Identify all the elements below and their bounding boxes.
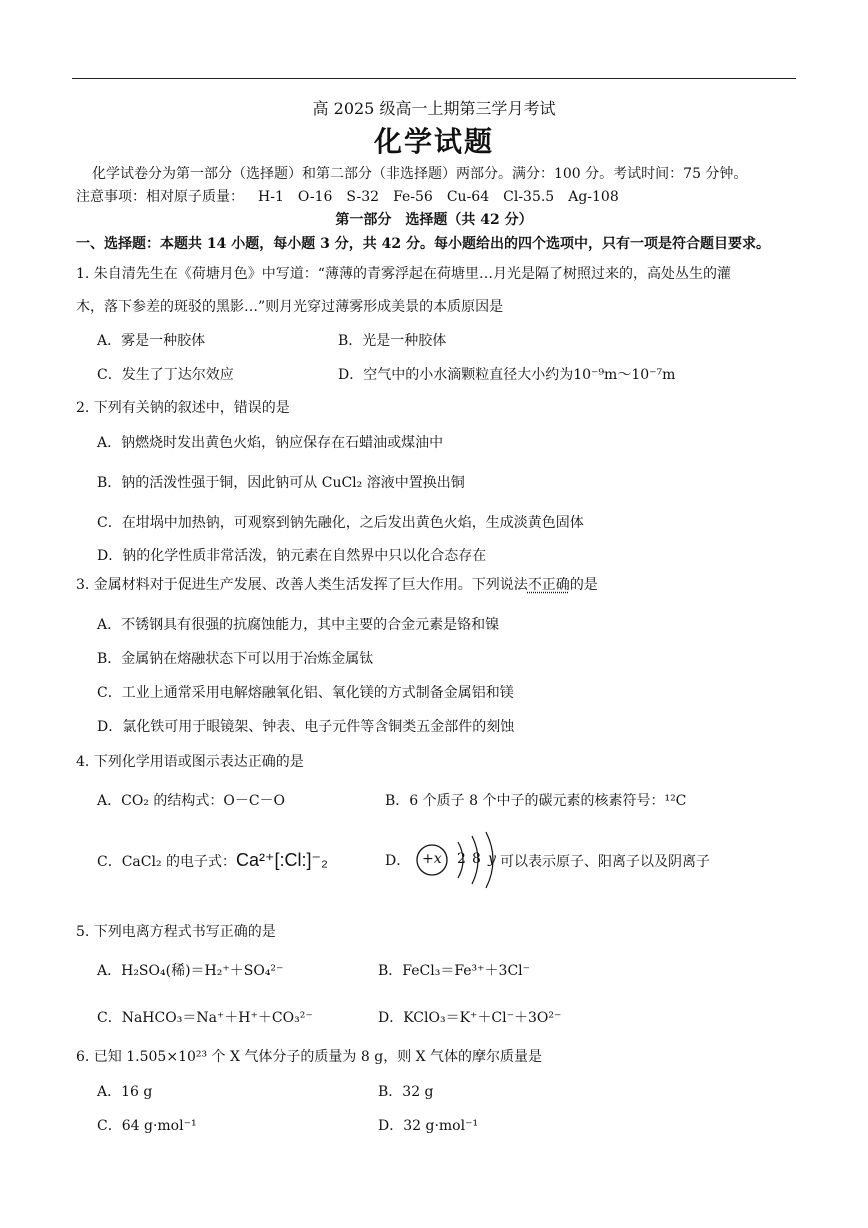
subject-title: 化学试题 (373, 125, 494, 158)
question-5-stem: 5. 下列电离方程式书写正确的是 (76, 924, 276, 940)
question-3-option-b[interactable]: B．金属钠在熔融状态下可以用于冶炼金属钛 (97, 651, 374, 667)
question-4-option-c[interactable] (97, 850, 328, 871)
section-title: 一、选择题：本题共 14 小题，每小题 3 分，共 42 分。每小题给出的四个选项中，只有一项是符合题目要求。 (76, 236, 770, 252)
question-2-option-a[interactable]: A．钠燃烧时发出黄色火焰，钠应保存在石蜡油或煤油中 (97, 435, 444, 451)
question-4-option-a[interactable]: A．CO₂ 的结构式：O－C－O (97, 793, 286, 809)
nucleus-charge: +x (422, 851, 442, 867)
question-5-option-c[interactable]: C．NaHCO₃＝Na⁺＋H⁺＋CO₃²⁻ (97, 1010, 313, 1026)
atomic-mass: H-1 (258, 189, 284, 205)
shell-1-electrons: 2 (457, 851, 466, 867)
option-c-label: C．CaCl₂ 的电子式： (97, 854, 237, 870)
shell-3-electrons: y (488, 851, 496, 867)
question-6-option-b[interactable]: B．32 g (378, 1084, 434, 1100)
question-3-stem-post: 的是 (569, 577, 598, 593)
notes-label: 注意事项：相对原子质量： (76, 189, 244, 205)
option-d-size: 10⁻⁹m～10⁻⁷m (573, 367, 676, 383)
question-3-option-d[interactable]: D．氯化铁可用于眼镜架、钟表、电子元件等含铜类五金部件的刻蚀 (97, 719, 515, 735)
question-2-stem: 2. 下列有关钠的叙述中，错误的是 (76, 400, 290, 416)
atomic-mass: S-32 (346, 189, 380, 205)
question-3-stem (76, 574, 598, 594)
question-1-option-a[interactable]: A．雾是一种胶体 (97, 333, 206, 349)
atomic-mass: Cu-64 (446, 189, 490, 205)
question-6-option-c[interactable]: C．64 g·mol⁻¹ (97, 1118, 197, 1134)
question-6-option-d[interactable]: D．32 g·mol⁻¹ (378, 1118, 479, 1134)
atomic-mass-notes (76, 186, 619, 206)
question-5-option-d[interactable]: D．KClO₃＝K⁺＋Cl⁻＋3O²⁻ (378, 1010, 562, 1026)
question-3-stem-pre: 3. 金属材料对于促进生产发展、改善人类生活发挥了巨大作用。下列说法 (76, 577, 528, 593)
question-4-option-b[interactable]: B．6 个质子 8 个中子的碳元素的核素符号：¹²C (385, 793, 687, 809)
question-2-option-b[interactable]: B．钠的活泼性强于铜，因此钠可从 CuCl₂ 溶液中置换出铜 (97, 475, 465, 491)
cacl2-electron-formula: Ca²⁺[:Cl:]⁻₂ (236, 850, 329, 870)
question-4-stem: 4. 下列化学用语或图示表达正确的是 (76, 754, 304, 770)
question-2-option-d[interactable]: D．钠的化学性质非常活泼，钠元素在自然界中只以化合态存在 (97, 548, 487, 564)
question-3-option-c[interactable]: C．工业上通常采用电解熔融氧化铝、氧化镁的方式制备金属铝和镁 (97, 685, 514, 701)
question-6-stem: 6. 已知 1.505×10²³ 个 X 气体分子的质量为 8 g，则 X 气体的摩尔质量是 (76, 1049, 543, 1065)
question-1-stem-line1: 1. 朱自清先生在《荷塘月色》中写道：“薄薄的青雾浮起在荷塘里…月光是隔了树照过来的，高处丛生的灌 (76, 266, 731, 282)
question-1-option-c[interactable]: C．发生了丁达尔效应 (97, 367, 234, 383)
question-3-emphasis: 不正确 (527, 577, 570, 593)
atomic-mass: O-16 (297, 189, 333, 205)
question-5-option-b[interactable]: B．FeCl₃＝Fe³⁺＋3Cl⁻ (378, 963, 531, 979)
question-4-option-d-label[interactable]: D． (385, 853, 411, 869)
atomic-mass: Cl-35.5 (503, 189, 555, 205)
exam-title: 高 2025 级高一上期第三学月考试 (312, 99, 556, 118)
question-2-option-c[interactable]: C．在坩埚中加热钠，可观察到钠先融化，之后发出黄色火焰，生成淡黄色固体 (97, 515, 584, 531)
atomic-mass: Ag-108 (568, 189, 619, 205)
shell-2-electrons: 8 (472, 851, 481, 867)
question-3-option-a[interactable]: A．不锈钢具有很强的抗腐蚀能力，其中主要的合金元素是铬和镍 (97, 617, 500, 633)
option-d-text: D．空气中的小水滴颗粒直径大小约为 (338, 367, 574, 383)
atomic-mass: Fe-56 (393, 189, 433, 205)
question-1-option-b[interactable]: B．光是一种胶体 (338, 333, 447, 349)
question-1-option-d[interactable] (338, 364, 675, 384)
part-title: 第一部分 选择题（共 42 分） (335, 212, 533, 228)
exam-intro: 化学试卷分为第一部分（选择题）和第二部分（非选择题）两部分。满分：100 分。考试时间：75 分钟。 (92, 166, 748, 182)
question-5-option-a[interactable]: A．H₂SO₄(稀)＝H₂⁺＋SO₄²⁻ (97, 963, 284, 979)
option-d-text: 可以表示原子、阳离子以及阴离子 (500, 854, 710, 870)
question-1-stem-line2: 木，落下参差的斑驳的黑影…”则月光穿过薄雾形成美景的本质原因是 (76, 299, 504, 315)
question-6-option-a[interactable]: A．16 g (97, 1084, 153, 1100)
top-rule (72, 78, 796, 79)
